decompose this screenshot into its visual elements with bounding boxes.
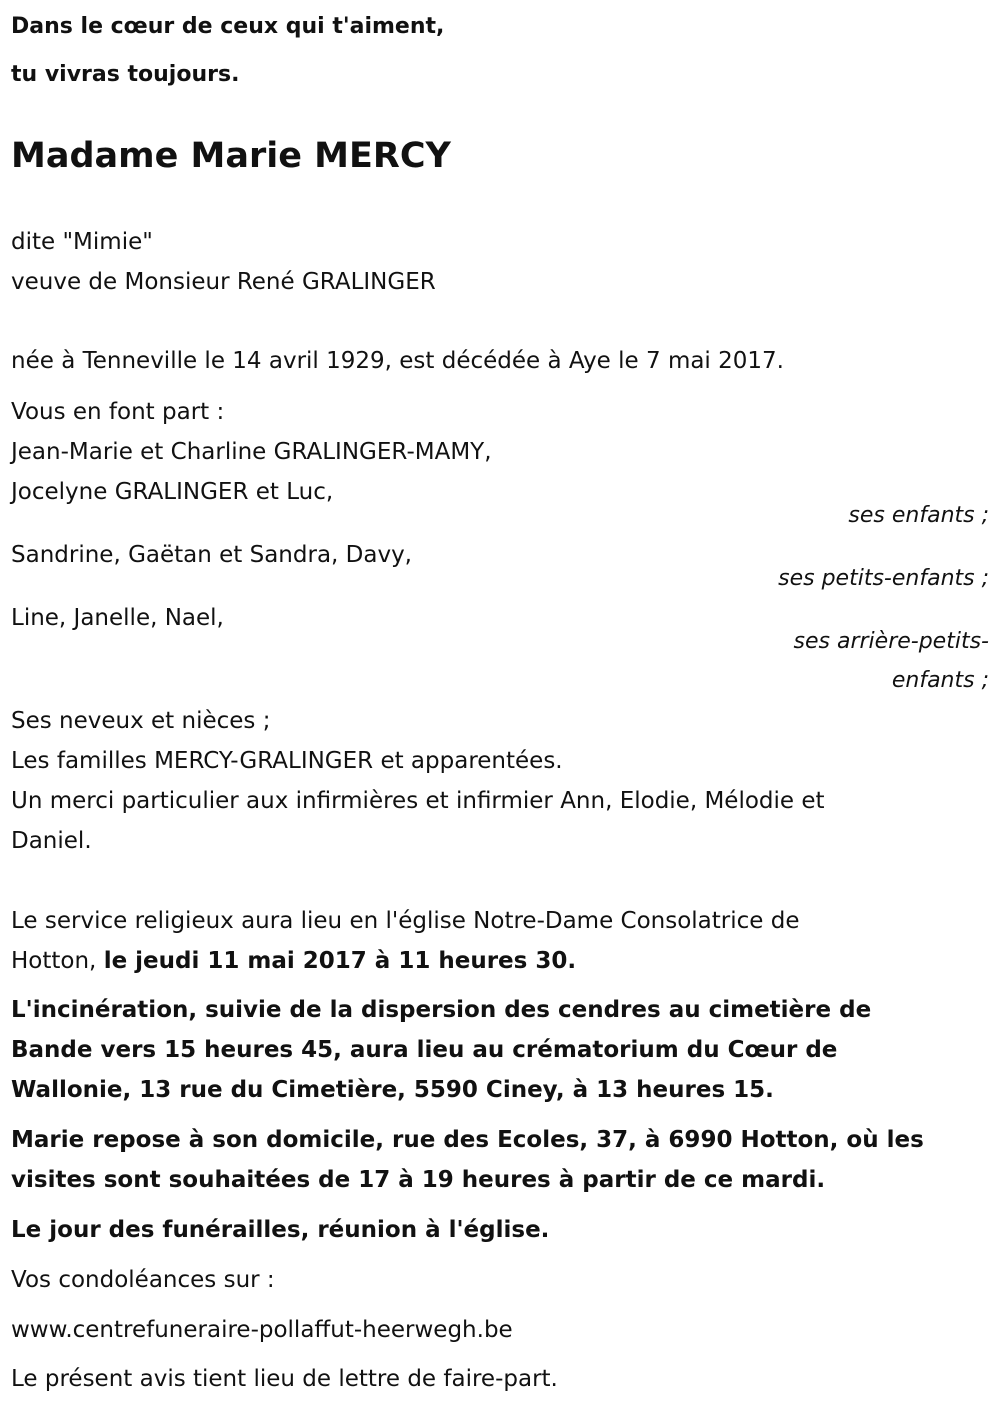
condolences-intro: Vos condoléances sur : <box>11 1267 275 1293</box>
repose-line-2: visites sont souhaitées de 17 à 19 heures à partir de ce mardi. <box>11 1167 826 1193</box>
epigraph-line-1: Dans le cœur de ceux qui t'aiment, <box>11 14 445 39</box>
nickname: dite "Mimie" <box>11 229 153 255</box>
children-line-2: Jocelyne GRALINGER et Luc, <box>11 479 334 505</box>
great-grandchildren-role-line-1: ses arrière-petits- <box>793 629 989 654</box>
funeral-meeting: Le jour des funérailles, réunion à l'église. <box>11 1217 550 1243</box>
cremation-line-1: L'incinération, suivie de la dispersion des cendres au cimetière de <box>11 997 872 1023</box>
epigraph-line-2: tu vivras toujours. <box>11 62 240 87</box>
nephews-nieces: Ses neveux et nièces ; <box>11 708 271 734</box>
families: Les familles MERCY-GRALINGER et apparentées. <box>11 748 563 774</box>
cremation-line-3: Wallonie, 13 rue du Cimetière, 5590 Ciney, à 13 heures 15. <box>11 1077 774 1103</box>
children-role: ses enfants ; <box>848 503 989 528</box>
service-location-end: Hotton, <box>11 948 104 974</box>
thanks-line-1: Un merci particulier aux infirmières et infirmier Ann, Elodie, Mélodie et <box>11 788 825 814</box>
cremation-line-2: Bande vers 15 heures 45, aura lieu au crématorium du Cœur de <box>11 1037 838 1063</box>
service-line-2 <box>11 946 576 976</box>
great-grandchildren-names: Line, Janelle, Nael, <box>11 605 224 631</box>
children-line-1: Jean-Marie et Charline GRALINGER-MAMY, <box>11 439 492 465</box>
grandchildren-role: ses petits-enfants ; <box>778 566 989 591</box>
deceased-name: Madame Marie MERCY <box>11 136 451 176</box>
service-date-time: le jeudi 11 mai 2017 à 11 heures 30. <box>103 948 577 974</box>
grandchildren-names: Sandrine, Gaëtan et Sandra, Davy, <box>11 542 412 568</box>
birth-death-info: née à Tenneville le 14 avril 1929, est décédée à Aye le 7 mai 2017. <box>11 348 784 374</box>
thanks-line-2: Daniel. <box>11 828 92 854</box>
closing-note: Le présent avis tient lieu de lettre de faire-part. <box>11 1366 558 1392</box>
great-grandchildren-role-line-2: enfants ; <box>891 668 989 693</box>
condolences-website-link[interactable]: www.centrefuneraire-pollaffut-heerwegh.be <box>11 1317 513 1343</box>
service-line-1: Le service religieux aura lieu en l'église Notre-Dame Consolatrice de <box>11 908 800 934</box>
repose-line-1: Marie repose à son domicile, rue des Ecoles, 37, à 6990 Hotton, où les <box>11 1127 924 1153</box>
announcers-intro: Vous en font part : <box>11 399 225 425</box>
widow-of: veuve de Monsieur René GRALINGER <box>11 269 436 295</box>
